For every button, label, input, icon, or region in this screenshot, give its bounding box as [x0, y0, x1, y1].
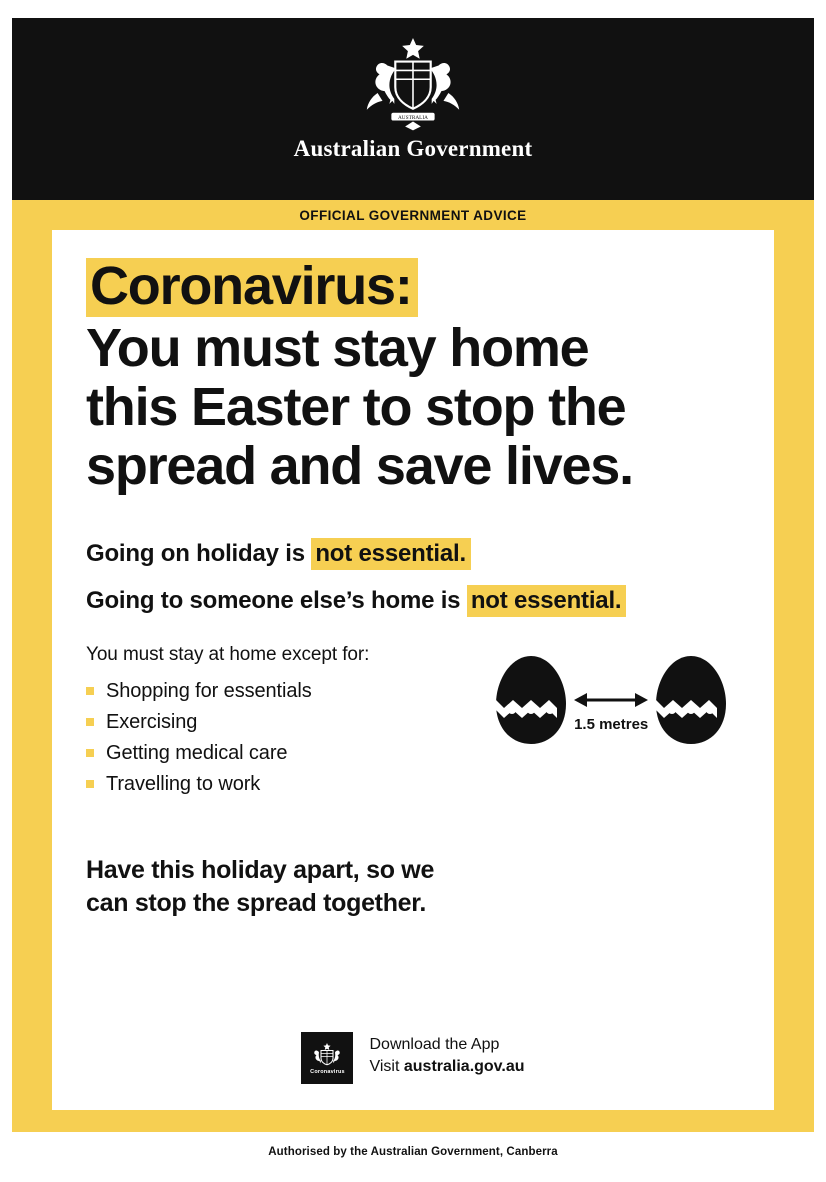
coronavirus-app-icon[interactable]: [301, 1032, 353, 1084]
statement-holiday: [86, 540, 740, 569]
list-item: Getting medical care: [86, 738, 482, 769]
double-headed-arrow-icon: [574, 693, 648, 707]
app-download-line: Download the App: [369, 1036, 500, 1053]
australian-coat-of-arms-icon: [354, 36, 472, 132]
yellow-frame: [12, 200, 814, 1132]
app-visit-line: [369, 1056, 524, 1078]
headline-line-1: You must stay home: [86, 317, 589, 378]
government-wordmark: Australian Government: [293, 136, 533, 161]
closing-line-2: can stop the spread together.: [86, 888, 426, 917]
closing-message: [86, 854, 740, 920]
statement-visiting: [86, 587, 740, 616]
exceptions-section: [86, 644, 740, 800]
page-title: [86, 256, 740, 497]
headline-line-3: spread and save lives.: [86, 436, 633, 497]
headline-line-2: this Easter to stop the: [86, 376, 626, 437]
app-promo-text: [369, 1032, 524, 1077]
statements-group: [86, 540, 740, 616]
official-advice-label: OFFICIAL GOVERNMENT ADVICE: [299, 208, 527, 223]
headline-highlight: Coronavirus:: [86, 258, 418, 317]
closing-line-1: Have this holiday apart, so we: [86, 855, 435, 884]
exceptions-list: [86, 676, 482, 800]
exceptions-intro: You must stay at home except for:: [86, 643, 370, 665]
app-visit-prefix: Visit: [369, 1057, 404, 1075]
list-item: Travelling to work: [86, 769, 482, 800]
authorisation-statement: Authorised by the Australian Government, Canberra: [268, 1146, 558, 1158]
statement-visiting-highlight: not essential.: [467, 585, 627, 617]
statement-visiting-prefix: Going to someone else’s home is: [86, 586, 467, 614]
content-card: [52, 230, 774, 1110]
exceptions-list-column: [86, 644, 482, 800]
app-icon-label: Coronavirus: [310, 1068, 345, 1075]
svg-text:AUSTRALIA: AUSTRALIA: [397, 115, 428, 122]
app-promo: [52, 1032, 774, 1084]
list-item: Shopping for essentials: [86, 676, 482, 707]
government-header-band: [12, 18, 814, 200]
app-visit-url[interactable]: australia.gov.au: [403, 1057, 525, 1075]
statement-holiday-prefix: Going on holiday is: [86, 540, 312, 568]
statement-holiday-highlight: not essential.: [311, 538, 471, 570]
distance-label: 1.5 metres: [574, 715, 649, 733]
list-item: Exercising: [86, 707, 482, 738]
social-distance-graphic: [482, 644, 740, 768]
